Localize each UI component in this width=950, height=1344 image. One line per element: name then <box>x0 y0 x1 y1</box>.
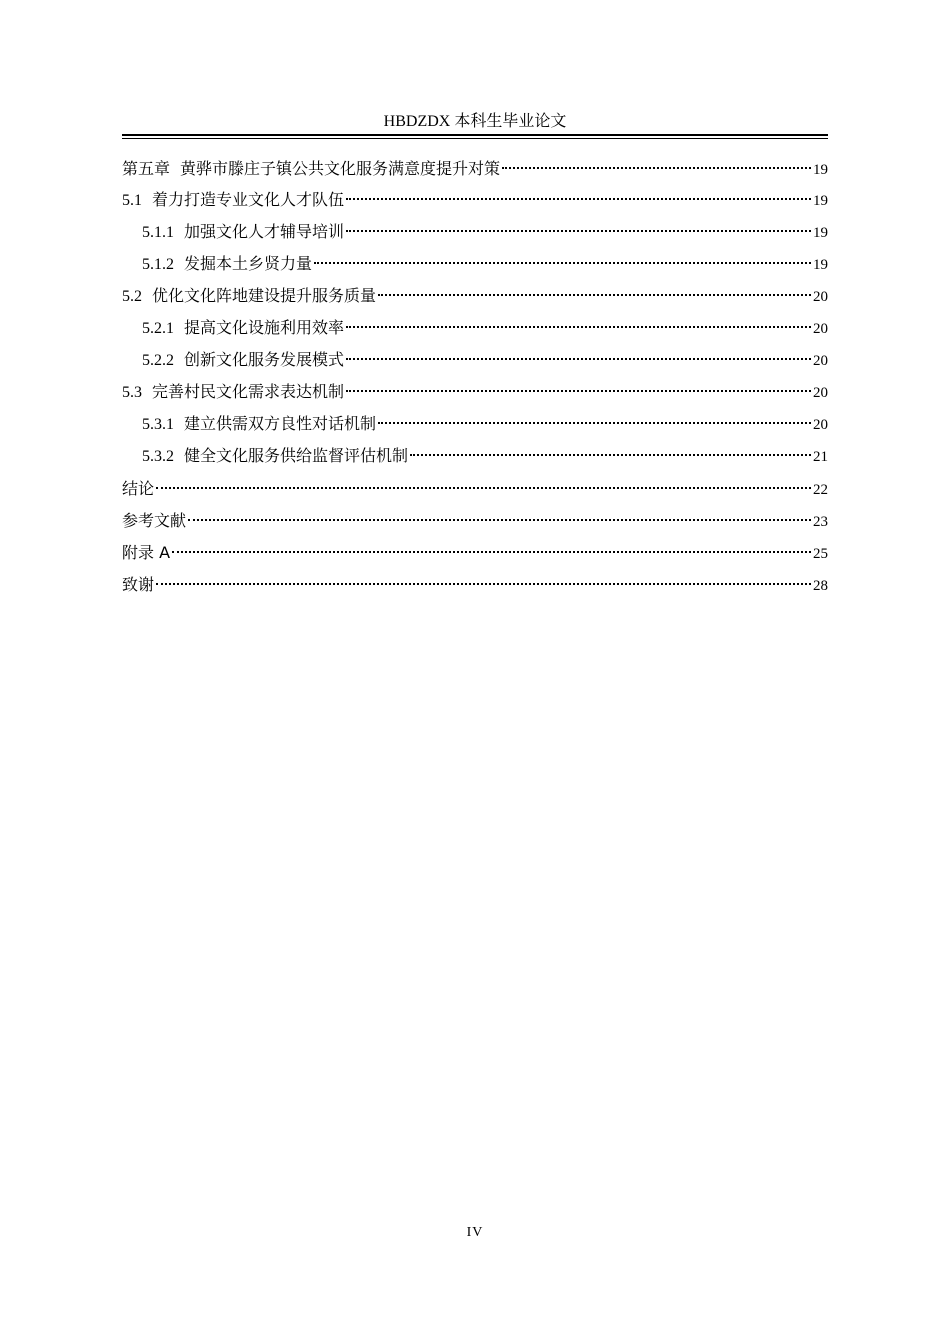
toc-leader-dots <box>410 454 811 456</box>
toc-leader-dots <box>172 551 811 553</box>
toc-leader-dots <box>346 198 811 200</box>
toc-leader-dots <box>346 390 811 392</box>
toc-entry-page: 19 <box>813 257 828 273</box>
toc-entry-conclusion[interactable] <box>122 473 828 505</box>
toc-entry-5-3-2[interactable] <box>122 441 828 473</box>
toc-entry-page: 20 <box>813 353 828 369</box>
toc-entry-number: 5.3 <box>122 384 142 401</box>
toc-leader-dots <box>502 167 811 169</box>
toc-leader-dots <box>156 487 811 489</box>
toc-entry-page: 19 <box>813 225 828 241</box>
toc-entry-acknowledgements[interactable] <box>122 569 828 601</box>
toc-entry-5-3[interactable] <box>122 377 828 409</box>
toc-entry-page: 21 <box>813 449 828 465</box>
toc-entry-title: 加强文化人才辅导培训 <box>184 224 345 241</box>
toc-entry-title: 附录 A <box>122 543 171 562</box>
page-number: IV <box>466 1225 484 1240</box>
toc-entry-title: 提高文化设施利用效率 <box>184 320 345 337</box>
toc-entry-number: 第五章 <box>122 159 171 178</box>
toc-entry-page: 19 <box>813 162 828 178</box>
toc-entry-5-2-2[interactable] <box>122 345 828 377</box>
toc-entry-title: 优化文化阵地建设提升服务质量 <box>152 288 377 305</box>
toc-entry-number: 5.2 <box>122 288 142 305</box>
toc-entry-page: 28 <box>813 578 828 594</box>
toc-entry-5-1-1[interactable] <box>122 217 828 249</box>
toc-entry-title: 着力打造专业文化人才队伍 <box>152 192 345 209</box>
toc-entry-title: 完善村民文化需求表达机制 <box>152 384 345 401</box>
toc-entry-number: 5.2.1 <box>142 320 174 337</box>
toc-leader-dots <box>156 583 811 585</box>
toc-entry-number: 5.3.1 <box>142 416 174 433</box>
toc-entry-5-3-1[interactable] <box>122 409 828 441</box>
toc-entry-appendix-a[interactable] <box>122 537 828 569</box>
toc-entry-number: 5.1.2 <box>142 256 174 273</box>
toc-entry-title: 结论 <box>122 479 155 498</box>
toc-entry-5-1[interactable] <box>122 185 828 217</box>
toc-entry-page: 23 <box>813 514 828 530</box>
toc-entry-title: 建立供需双方良性对话机制 <box>184 416 377 433</box>
toc-leader-dots <box>346 326 811 328</box>
toc-entry-5-2[interactable] <box>122 281 828 313</box>
toc-leader-dots <box>346 230 811 232</box>
toc-entry-references[interactable] <box>122 505 828 537</box>
toc-entry-title: 发掘本土乡贤力量 <box>184 256 313 273</box>
toc-entry-number: 5.1 <box>122 192 142 209</box>
toc-entry-title: 创新文化服务发展模式 <box>184 352 345 369</box>
toc-entry-number: 5.3.2 <box>142 448 174 465</box>
toc-entry-page: 22 <box>813 482 828 498</box>
toc-leader-dots <box>346 358 811 360</box>
toc-leader-dots <box>188 519 811 521</box>
toc-entry-5-2-1[interactable] <box>122 313 828 345</box>
header-rule-thick <box>122 134 828 136</box>
toc-entry-page: 19 <box>813 193 828 209</box>
toc-entry-title: 参考文献 <box>122 511 187 530</box>
toc-entry-title: 致谢 <box>122 575 155 594</box>
toc-entry-5-1-2[interactable] <box>122 249 828 281</box>
toc-entry-page: 20 <box>813 289 828 305</box>
table-of-contents <box>122 153 828 601</box>
toc-entry-title: 健全文化服务供给监督评估机制 <box>184 448 409 465</box>
toc-entry-page: 20 <box>813 321 828 337</box>
toc-entry-page: 25 <box>813 546 828 562</box>
toc-entry-chapter-5[interactable] <box>122 153 828 185</box>
header-rule-thin <box>122 138 828 139</box>
toc-entry-number: 5.2.2 <box>142 352 174 369</box>
toc-leader-dots <box>314 262 811 264</box>
toc-entry-page: 20 <box>813 417 828 433</box>
toc-entry-page: 20 <box>813 385 828 401</box>
toc-leader-dots <box>378 294 811 296</box>
toc-entry-title: 黄骅市滕庄子镇公共文化服务满意度提升对策 <box>180 159 501 178</box>
page-header: HBDZDX 本科生毕业论文 <box>383 113 567 130</box>
toc-leader-dots <box>378 422 811 424</box>
toc-entry-number: 5.1.1 <box>142 224 174 241</box>
